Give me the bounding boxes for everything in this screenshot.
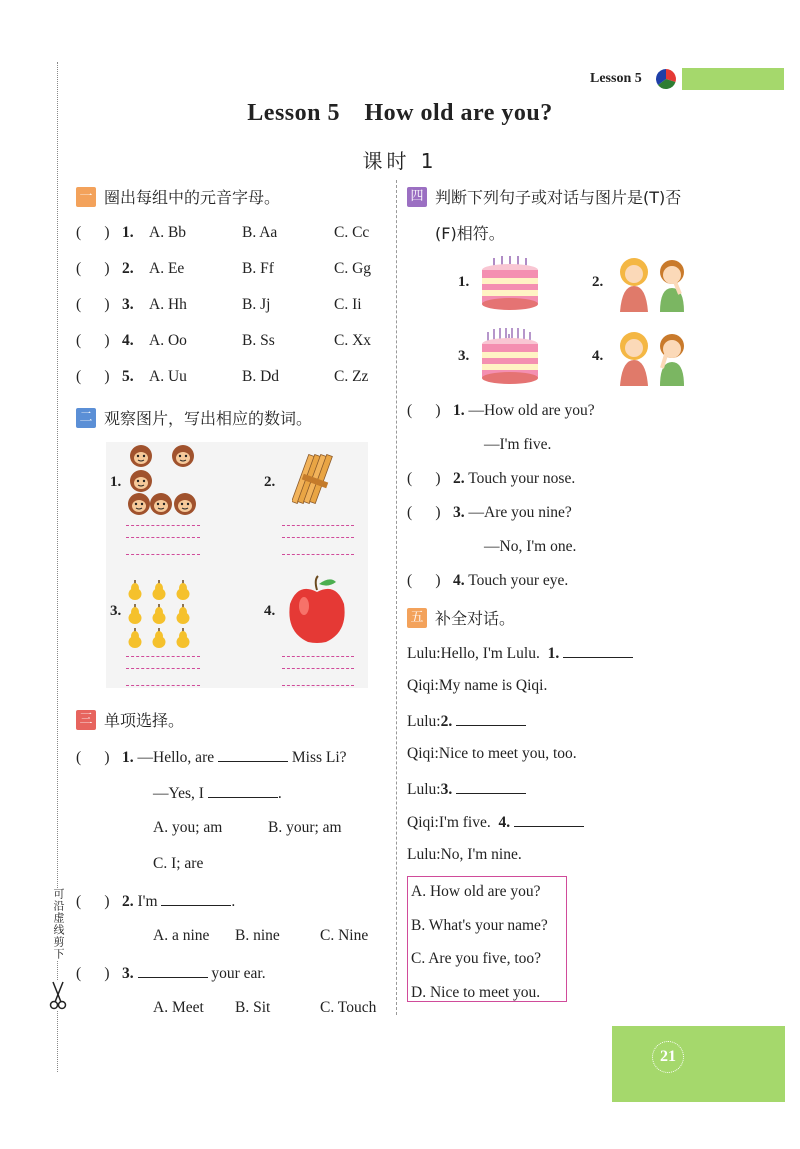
section5-badge: 五: [407, 608, 427, 628]
blank: [456, 711, 526, 726]
dialog-line: Lulu:3.: [407, 779, 526, 799]
judge-item-1: ( ) 1. —How old are you?: [407, 402, 595, 419]
section5-heading: [407, 606, 515, 629]
section1-title: 圈出每组中的元音字母。: [104, 188, 281, 207]
section4-title-cont: (F)相符。: [435, 224, 505, 243]
section5-title: 补全对话。: [435, 609, 516, 628]
section4-badge: 四: [407, 187, 427, 207]
question-3-options: A. Meet B. Sit C. Touch: [153, 999, 377, 1016]
option-c: C. Are you five, too?: [411, 950, 542, 967]
pic-label: 4.: [264, 603, 276, 619]
girl-boy-nose-image: [610, 252, 696, 312]
cake-5-candles-image: [478, 254, 542, 312]
section2-badge: 二: [76, 408, 96, 428]
column-divider: [396, 180, 397, 1015]
blank: [563, 643, 633, 658]
page-number-panel: [612, 1026, 785, 1102]
blank: [208, 783, 278, 798]
answer-line: [282, 668, 354, 669]
girl-boy-eye-image: [610, 326, 696, 386]
dialog-line: Lulu:Hello, I'm Lulu. 1.: [407, 643, 633, 663]
scissors-icon: [49, 980, 67, 1010]
pic-label: 2.: [592, 274, 604, 290]
blank: [218, 747, 288, 762]
question-1-options: A. you; am B. your; am: [153, 819, 342, 836]
question-3: ( ) 3. your ear.: [76, 965, 266, 982]
dialog-line: Qiqi:I'm five. 4.: [407, 812, 584, 832]
section4-title: 判断下列句子或对话与图片是(T)否: [435, 188, 682, 207]
section4-heading: [407, 185, 681, 208]
question-1: ( ) 1. —Hello, are Miss Li?: [76, 749, 347, 766]
dialog-line: Qiqi:Nice to meet you, too.: [407, 745, 577, 762]
section1-heading: [76, 185, 280, 208]
dialog-line: Lulu:2.: [407, 711, 526, 731]
pears-image: [126, 578, 198, 650]
question-1-line2: —Yes, I .: [153, 785, 282, 802]
judge-item-3-line2: —No, I'm one.: [484, 538, 577, 555]
monkeys-image: [128, 443, 202, 519]
pic-label: 2.: [264, 474, 276, 490]
option-b: B. What's your name?: [411, 917, 548, 934]
answer-lines: [282, 656, 354, 686]
section3-heading: [76, 708, 184, 731]
dialog-line: Lulu:No, I'm nine.: [407, 846, 522, 863]
blank: [514, 812, 584, 827]
cut-instruction: 可沿虚线剪下: [52, 888, 65, 960]
answer-line: [282, 537, 354, 538]
question-2: ( ) 2. I'm .: [76, 893, 236, 910]
pic-label: 4.: [592, 348, 604, 364]
cake-9-candles-image: [478, 326, 542, 386]
answer-line: [126, 537, 200, 538]
page-number: 21: [652, 1041, 684, 1073]
page-title: Lesson 5 How old are you?: [247, 100, 553, 126]
color-wheel-icon: [655, 68, 677, 90]
question-2-options: A. a nine B. nine C. Nine: [153, 927, 369, 944]
blank: [138, 963, 208, 978]
pic-label: 3.: [458, 348, 470, 364]
list-item: ( ) 1. A. Bb B. Aa C. Cc: [76, 224, 370, 241]
question-1-option-c: C. I; are: [153, 855, 204, 872]
answer-lines: [126, 525, 200, 555]
list-item: ( ) 5. A. Uu B. Dd C. Zz: [76, 368, 369, 385]
judge-item-3: ( ) 3. —Are you nine?: [407, 504, 572, 521]
list-item: ( ) 2. A. Ee B. Ff C. Gg: [76, 260, 372, 277]
judge-item-2: ( ) 2. Touch your nose.: [407, 470, 576, 487]
section2-title: 观察图片，写出相应的数词。: [104, 409, 313, 428]
section2-heading: [76, 406, 312, 429]
pencils-image: [292, 448, 336, 516]
judge-item-4: ( ) 4. Touch your eye.: [407, 572, 569, 589]
list-item: ( ) 4. A. Oo B. Ss C. Xx: [76, 332, 372, 349]
blank: [456, 779, 526, 794]
pic-label: 3.: [110, 603, 122, 619]
option-a: A. How old are you?: [411, 883, 541, 900]
judge-item-1-line2: —I'm five.: [484, 436, 552, 453]
answer-lines: [282, 525, 354, 555]
answer-lines: [126, 656, 200, 686]
section3-badge: 三: [76, 710, 96, 730]
dialog-line: Qiqi:My name is Qiqi.: [407, 677, 548, 694]
pic-label: 1.: [458, 274, 470, 290]
header-bar: [682, 68, 784, 90]
page-subtitle: 课时 1: [362, 149, 438, 173]
section3-title: 单项选择。: [104, 711, 185, 730]
section1-badge: 一: [76, 187, 96, 207]
list-item: ( ) 3. A. Hh B. Jj C. Ii: [76, 296, 362, 313]
option-d: D. Nice to meet you.: [411, 984, 541, 1001]
blank: [161, 891, 231, 906]
apple-image: [284, 574, 350, 646]
answer-line: [126, 668, 200, 669]
lesson-tag: Lesson 5: [590, 71, 642, 86]
pic-label: 1.: [110, 474, 122, 490]
